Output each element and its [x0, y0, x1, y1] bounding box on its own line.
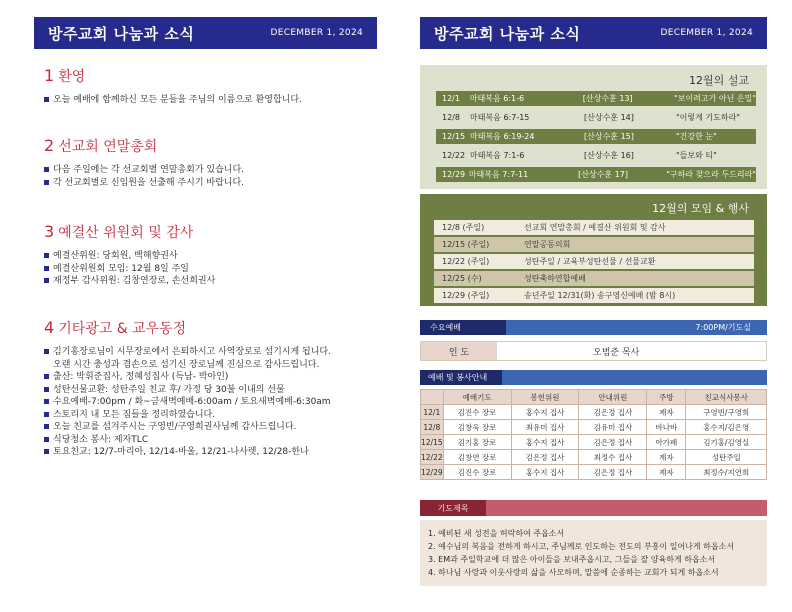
event-desc: 연말공동의회 [524, 240, 571, 249]
sermon-row [436, 148, 756, 163]
event-date: 12/8 (주일) [442, 223, 485, 232]
sermon-passage: 마태복음 6:1-6 [469, 94, 525, 103]
sermon-row [436, 110, 756, 125]
service-header-cell: 안내위원 [579, 390, 647, 405]
bullet-item: 토요친교: 12/7-마리아, 12/14-바울, 12/21-나사렛, 12/28-한나 [44, 446, 384, 459]
service-cell: 김은정 집사 [511, 450, 579, 465]
prayer-list [420, 520, 767, 586]
service-header-cell: 주방 [647, 390, 686, 405]
bullet-item: 오늘 예배에 함께하신 모든 분들을 주님의 이름으로 환영합니다. [44, 94, 384, 107]
section-heading [44, 222, 384, 242]
service-cell: 최유미 집사 [511, 420, 579, 435]
sermon-hymn: [산상수훈 17] [578, 170, 628, 179]
worship-time: 7:00PM/기도실 [695, 323, 751, 332]
service-cell: 제자 [647, 465, 686, 480]
prayer-label: 기도제목 [420, 500, 486, 516]
service-date: 12/22 [421, 450, 444, 465]
sermon-date: 12/8 [442, 113, 460, 122]
service-cell: 아가페 [647, 435, 686, 450]
sermon-title: "들보와 티" [676, 151, 717, 160]
section-budget-committee [44, 222, 384, 288]
service-row [421, 405, 767, 420]
header-left [34, 17, 377, 49]
service-cell: 홍수지 집사 [511, 435, 579, 450]
section-welcome [44, 66, 384, 107]
sermon-title: "건강한 눈" [676, 132, 717, 141]
section-heading [44, 66, 384, 86]
section-mission-meeting [44, 136, 384, 189]
service-cell: 홍수지 집사 [511, 405, 579, 420]
section-heading [44, 136, 384, 156]
event-desc: 성탄주일 / 교육부성탄선물 / 선물교환 [524, 257, 656, 266]
event-row [434, 220, 754, 235]
service-table [420, 389, 767, 480]
service-header-cell: 봉헌위원 [511, 390, 579, 405]
service-cell: 김기홍 장로 [443, 435, 511, 450]
service-row [421, 420, 767, 435]
service-bar [420, 370, 767, 385]
service-row [421, 465, 767, 480]
service-cell: 김은정 집사 [579, 435, 647, 450]
event-date: 12/22 (주일) [442, 257, 490, 266]
lead-name: 오범준 목사 [593, 347, 640, 358]
section-title: 기타광고 & 교우동정 [58, 321, 187, 337]
sermon-hymn: [산상수훈 13] [582, 94, 633, 103]
section-number: 2 [44, 136, 55, 155]
sermon-title: "보이려고가 아닌 은밀" [674, 94, 757, 103]
bullet-item: 예결산위원: 당회원, 백해향권사 [44, 250, 384, 263]
service-cell: 김은정 집사 [579, 465, 647, 480]
section-announcements [44, 318, 384, 459]
service-cell: 홍수지 집사 [511, 465, 579, 480]
service-row [421, 435, 767, 450]
bullet-item: 성탄선물교환: 성탄주일 친교 후/ 가정 당 30불 이내의 선물 [44, 384, 384, 397]
service-cell: 제자 [647, 450, 686, 465]
service-cell: 바나바 [647, 420, 686, 435]
service-cell: 구영빈/구영희 [686, 405, 767, 420]
sermon-schedule [420, 65, 767, 189]
event-row [434, 271, 754, 286]
sermon-title: "이렇게 기도하라" [676, 113, 740, 122]
service-cell: 김유미 집사 [579, 420, 647, 435]
sermon-title: "구하라 찾으라 두드리라" [666, 170, 756, 179]
sermon-passage: 마태복음 7:7-11 [468, 170, 529, 179]
prayer-item: 1. 예비된 새 성전을 허락하여 주옵소서 [428, 529, 565, 538]
sermon-hymn: [산상수훈 16] [584, 151, 634, 160]
section-heading [44, 318, 384, 338]
service-cell: 김창연 장로 [443, 450, 511, 465]
section-number: 3 [44, 222, 55, 241]
service-cell: 성탄주일 [686, 450, 767, 465]
sermon-date: 12/29 [442, 170, 466, 179]
service-cell: 김창욱 장로 [443, 420, 511, 435]
event-row [434, 237, 754, 252]
prayer-bar [420, 500, 767, 516]
sermon-hymn: [산상수훈 15] [584, 132, 634, 141]
bullet-item: 김기홍장로님이 시무장로에서 은퇴하시고 사역장로로 섬기시게 됩니다. [44, 346, 384, 359]
sermon-passage: 마태복음 6:7-15 [470, 113, 530, 122]
service-cell: 김진수 장로 [443, 405, 511, 420]
page-date-right: DECEMBER 1, 2024 [660, 28, 753, 38]
bullet-item: 다음 주일에는 각 선교회별 연말총회가 있습니다. [44, 164, 384, 177]
wednesday-worship-bar [420, 320, 767, 335]
service-date: 12/8 [421, 420, 444, 435]
section-number: 1 [44, 66, 55, 85]
bullet-item: 오늘 친교를 섬겨주시는 구영빈/구영희권사님께 감사드립니다. [44, 421, 384, 434]
bullet-item: 수요예배-7:00pm / 화~금새벽예배-6:00am / 토요새벽예배-6:30am [44, 396, 384, 409]
bullet-item: 스토리지 내 모든 짐들을 정리하였습니다. [44, 409, 384, 422]
service-header-cell: 예배기도 [443, 390, 511, 405]
service-cell: 최정수 집사 [579, 450, 647, 465]
section-title: 선교회 연말총회 [58, 139, 158, 155]
sermon-date: 12/22 [442, 151, 466, 160]
page-date: DECEMBER 1, 2024 [270, 28, 363, 38]
section-number: 4 [44, 318, 55, 337]
service-cell: 김기홍/김영실 [686, 435, 767, 450]
bullet-item: 오랜 시간 충성과 겸손으로 섬기신 장로님께 진심으로 감사드립니다. [53, 359, 320, 370]
service-label: 예배 및 봉사안내 [420, 370, 502, 385]
sermon-passage: 마태복음 7:1-6 [470, 151, 525, 160]
sermon-title: 12월의 설교 [689, 74, 749, 87]
service-cell: 김진수 장로 [443, 465, 511, 480]
page-title-right: 방주교회 나눔과 소식 [434, 24, 581, 43]
sermon-row [436, 129, 756, 144]
bullet-item: 출산: 박휘준집사, 정혜성집사 (득남- 박아인) [44, 371, 384, 384]
worship-lead-row [420, 341, 767, 361]
lead-label: 인 도 [421, 342, 497, 360]
sermon-row [436, 167, 756, 182]
section-title: 환영 [58, 69, 86, 85]
service-cell: 최정수/지연희 [686, 465, 767, 480]
event-date: 12/29 (주일) [442, 291, 490, 300]
bullet-item: 예결산위원회 모임: 12월 8일 주일 [44, 263, 384, 276]
sermon-date: 12/15 [442, 132, 466, 141]
event-date: 12/25 (수) [442, 274, 482, 283]
bullet-item: 식당청소 봉사: 제자TLC [44, 434, 384, 447]
page-title: 방주교회 나눔과 소식 [48, 24, 195, 43]
bullet-item: 재정부 감사위원: 김창연장로, 손선희권사 [44, 275, 384, 288]
event-desc: 송년주일 12/31(화) 송구영신예배 (밤 8시) [524, 291, 676, 300]
sermon-date: 12/1 [442, 94, 460, 103]
service-header-cell: 친교식사봉사 [686, 390, 767, 405]
prayer-item: 3. EM과 주일학교에 더 많은 아이들을 보내주옵시고, 그들을 잘 양육하게 하옵소서 [428, 555, 716, 564]
event-desc: 선교회 연말총회 / 예결산 위원회 및 감사 [524, 223, 666, 232]
service-date: 12/29 [421, 465, 444, 480]
service-cell: 홍수지/김은영 [686, 420, 767, 435]
event-date: 12/15 (주일) [442, 240, 490, 249]
prayer-item: 2. 예수님의 복음을 전하게 하시고, 주님께로 인도하는 전도의 부흥이 일어나게 하옵소서 [428, 542, 735, 551]
service-header-row [421, 390, 767, 405]
service-cell: 제자 [647, 405, 686, 420]
events-schedule [420, 194, 767, 306]
events-title: 12월의 모임 & 행사 [652, 202, 749, 215]
event-row [434, 254, 754, 269]
service-date: 12/1 [421, 405, 444, 420]
service-date: 12/15 [421, 435, 444, 450]
event-desc: 성탄축하연합예배 [524, 274, 586, 283]
service-row [421, 450, 767, 465]
prayer-item: 4. 하나님 사랑과 이웃사랑의 삶을 사모하며, 말씀에 순종하는 교회가 되게 하옵소서 [428, 568, 719, 577]
sermon-hymn: [산상수훈 14] [584, 113, 634, 122]
worship-label: 수요예배 [420, 320, 506, 335]
section-title: 예결산 위원회 및 감사 [58, 225, 194, 241]
service-header-cell [421, 390, 444, 405]
header-right [420, 17, 767, 49]
sermon-passage: 마태복음 6:19-24 [470, 132, 535, 141]
event-row [434, 288, 754, 303]
service-cell: 김은정 집사 [579, 405, 647, 420]
sermon-row [436, 91, 756, 106]
bullet-item: 각 선교회별로 신임원을 선출해 주시기 바랍니다. [44, 177, 384, 190]
